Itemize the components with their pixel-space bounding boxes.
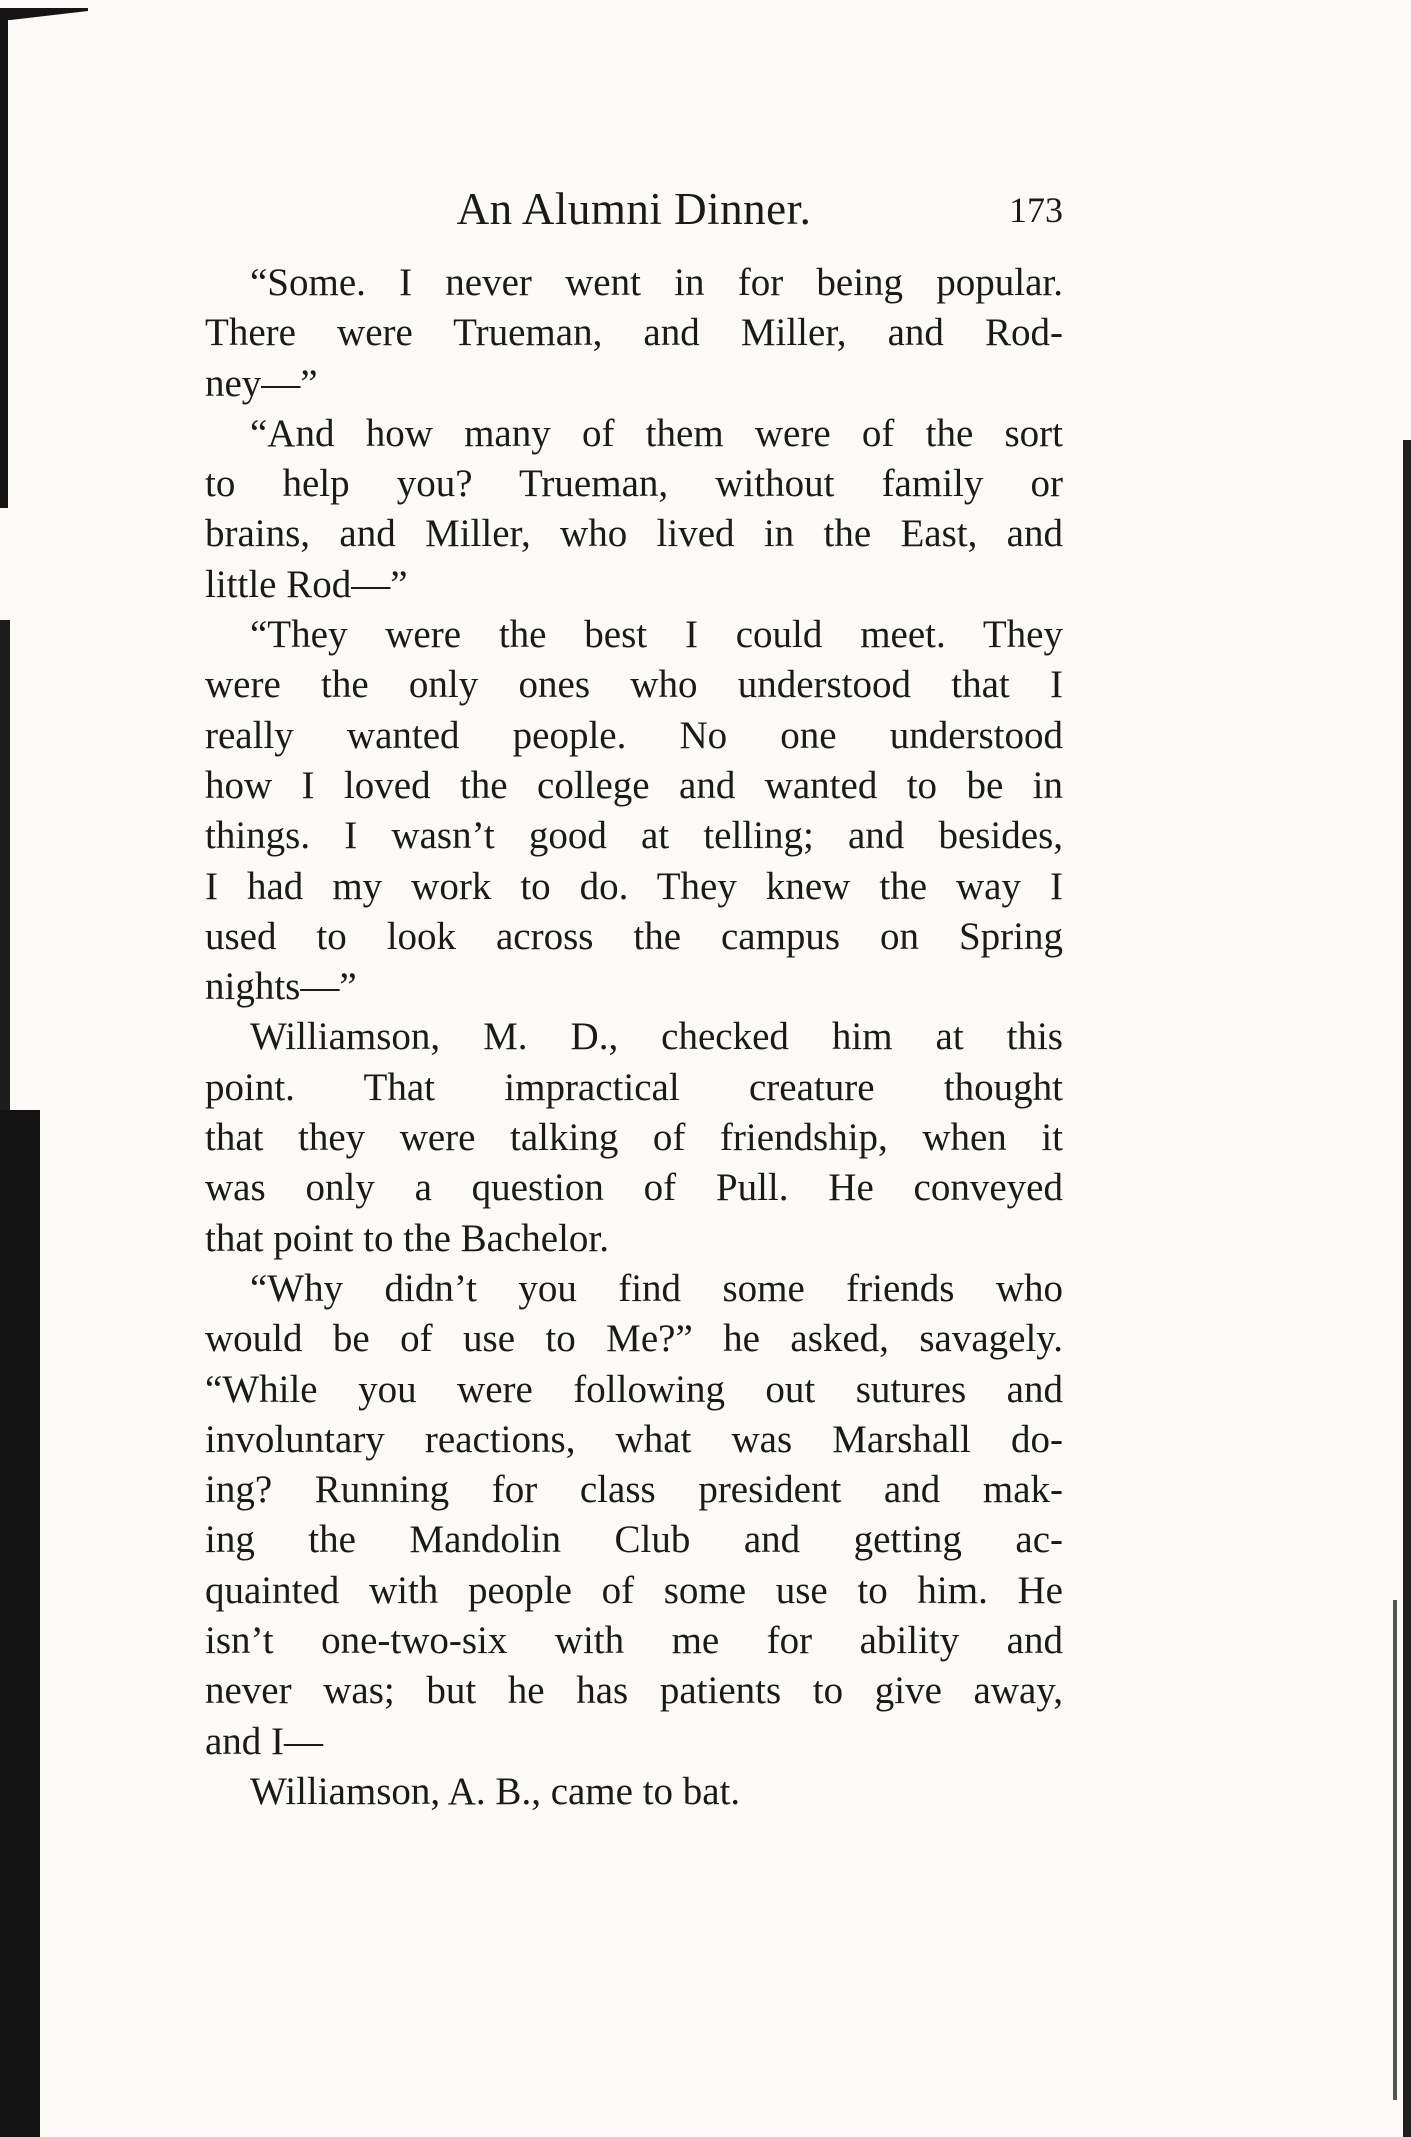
scan-edge-shadow xyxy=(1393,1600,1397,2100)
text-line: “While you were following out sutures and xyxy=(205,1367,1063,1411)
text-line: was only a question of Pull. He conveyed xyxy=(205,1166,1063,1210)
scan-edge-shadow xyxy=(0,620,10,1115)
text-line: “Some. I never went in for being popular. xyxy=(250,261,1063,304)
text-line: Williamson, A. B., came to bat. xyxy=(250,1769,741,1813)
text-line: brains, and Miller, who lived in the East, and xyxy=(205,512,1063,556)
text-line: were the only ones who understood that I xyxy=(205,663,1063,707)
page-header xyxy=(205,184,1063,234)
text-line: “Why didn’t you find some friends who xyxy=(250,1266,1063,1310)
scan-edge-shadow xyxy=(0,1110,40,2137)
text-line: quainted with people of some use to him. He xyxy=(205,1568,1063,1612)
text-line: little Rod—” xyxy=(205,562,408,606)
text-line: that point to the Bachelor. xyxy=(205,1216,609,1260)
text-line: isn’t one-two-six with me for ability and xyxy=(205,1619,1063,1663)
running-head: An Alumni Dinner. xyxy=(456,184,812,234)
body-text xyxy=(205,258,1063,1817)
scan-edge-shadow xyxy=(1403,440,1411,2137)
text-line: “They were the best I could meet. They xyxy=(250,613,1063,657)
text-line: how I loved the college and wanted to be in xyxy=(205,763,1063,807)
text-line: things. I wasn’t good at telling; and besides, xyxy=(205,814,1063,858)
text-line: that they were talking of friendship, when it xyxy=(205,1116,1063,1160)
page-number: 173 xyxy=(1009,190,1063,230)
text-line: ing? Running for class president and mak- xyxy=(205,1468,1063,1512)
text-line: Williamson, M. D., checked him at this xyxy=(250,1015,1063,1059)
text-line: nights—” xyxy=(205,965,357,1009)
text-line: never was; but he has patients to give away, xyxy=(205,1669,1063,1713)
text-line: and I— xyxy=(205,1719,324,1763)
text-line: ing the Mandolin Club and getting ac- xyxy=(205,1518,1063,1562)
text-line: really wanted people. No one understood xyxy=(205,713,1063,757)
text-line: would be of use to Me?” he asked, savagely. xyxy=(205,1317,1063,1361)
text-line: “And how many of them were of the sort xyxy=(250,411,1063,455)
text-line: I had my work to do. They knew the way I xyxy=(205,864,1063,908)
scan-edge-shadow xyxy=(0,8,8,508)
text-line: to help you? Trueman, without family or xyxy=(205,462,1063,506)
text-line: ney—” xyxy=(205,361,318,405)
text-line: There were Trueman, and Miller, and Rod- xyxy=(205,311,1063,355)
scan-edge-shadow xyxy=(0,8,88,20)
text-line: used to look across the campus on Spring xyxy=(205,914,1063,958)
text-line: involuntary reactions, what was Marshall do- xyxy=(205,1417,1063,1461)
text-line: point. That impractical creature thought xyxy=(205,1065,1063,1109)
